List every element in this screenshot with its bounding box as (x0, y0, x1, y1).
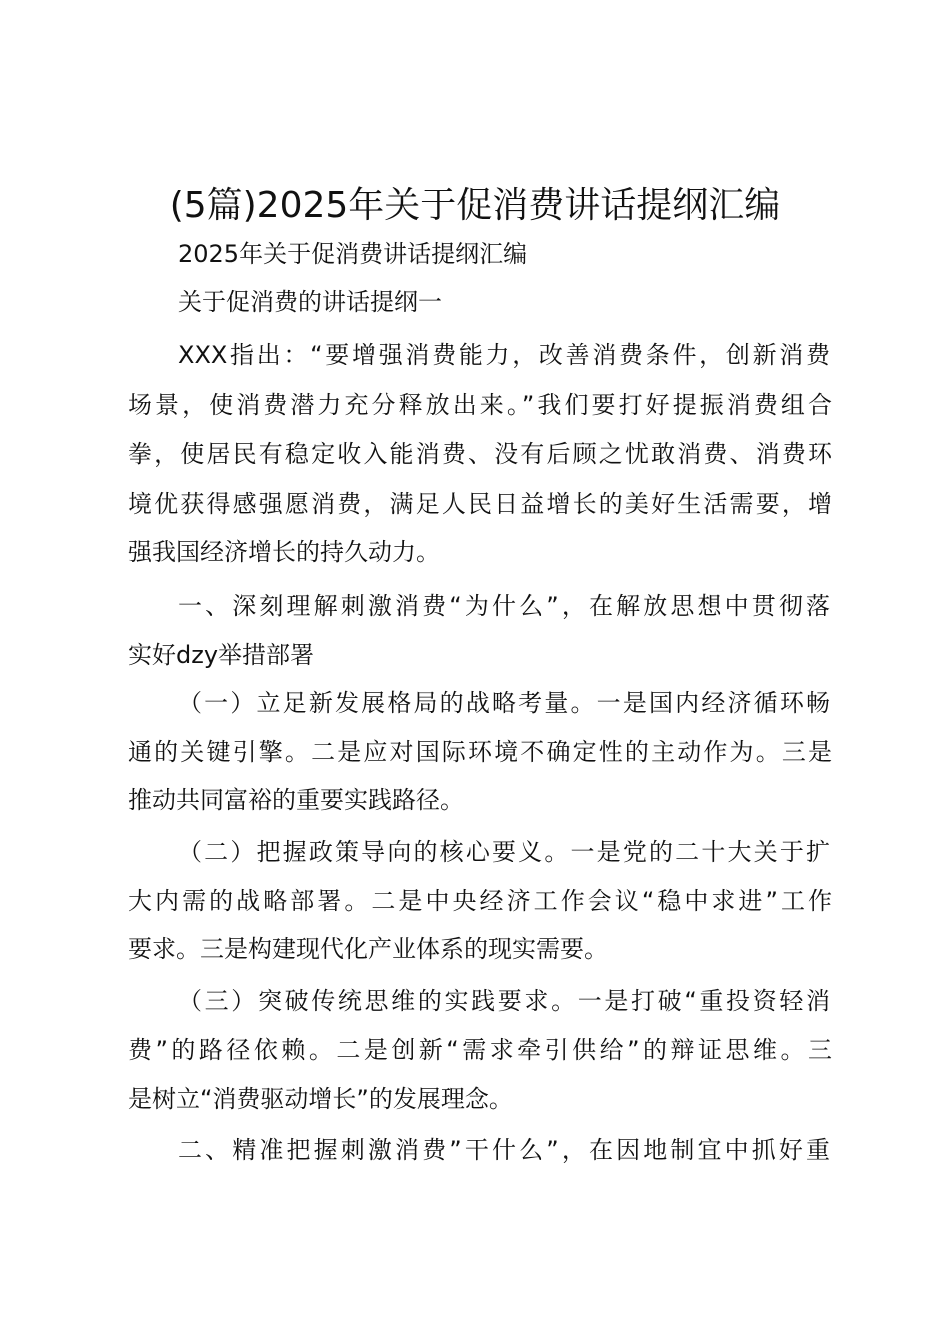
paragraph-line: XXX指出：“要增强消费能力，改善消费条件，创新消费 (178, 341, 830, 369)
paragraph-line: （三）突破传统思维的实践要求。一是打破“重投资轻消 (178, 987, 830, 1015)
paragraph-line: （二）把握政策导向的核心要义。一是党的二十大关于扩 (178, 838, 830, 866)
paragraph-line: （一）立足新发展格局的战略考量。一是国内经济循环畅 (178, 689, 830, 717)
document-title: (5篇)2025年关于促消费讲话提纲汇编 (169, 185, 781, 226)
heading-line: 实好dzy举措部署 (128, 641, 315, 669)
section-title: 关于促消费的讲话提纲一 (178, 288, 442, 316)
paragraph-line: 要求。三是构建现代化产业体系的现实需要。 (128, 935, 608, 963)
paragraph-line: 场景，使消费潜力充分释放出来。”我们要打好提振消费组合 (128, 391, 832, 419)
paragraph-line: 是树立“消费驱动增长”的发展理念。 (128, 1085, 513, 1113)
document-subtitle: 2025年关于促消费讲话提纲汇编 (178, 240, 528, 268)
heading-line: 二、精准把握刺激消费”干什么”，在因地制宜中抓好重 (178, 1136, 830, 1164)
paragraph-line: 大内需的战略部署。二是中央经济工作会议“稳中求进”工作 (128, 887, 832, 915)
paragraph-line: 通的关键引擎。二是应对国际环境不确定性的主动作为。三是 (128, 738, 832, 766)
heading-line: 一、深刻理解刺激消费“为什么”，在解放思想中贯彻落 (178, 592, 830, 620)
paragraph-line: 费”的路径依赖。二是创新“需求牵引供给”的辩证思维。三 (128, 1036, 832, 1064)
paragraph-line: 境优获得感强愿消费，满足人民日益增长的美好生活需要，增 (128, 490, 832, 518)
paragraph-line: 拳，使居民有稳定收入能消费、没有后顾之忧敢消费、消费环 (128, 440, 832, 468)
paragraph-line: 推动共同富裕的重要实践路径。 (128, 786, 464, 814)
paragraph-line: 强我国经济增长的持久动力。 (128, 538, 440, 566)
